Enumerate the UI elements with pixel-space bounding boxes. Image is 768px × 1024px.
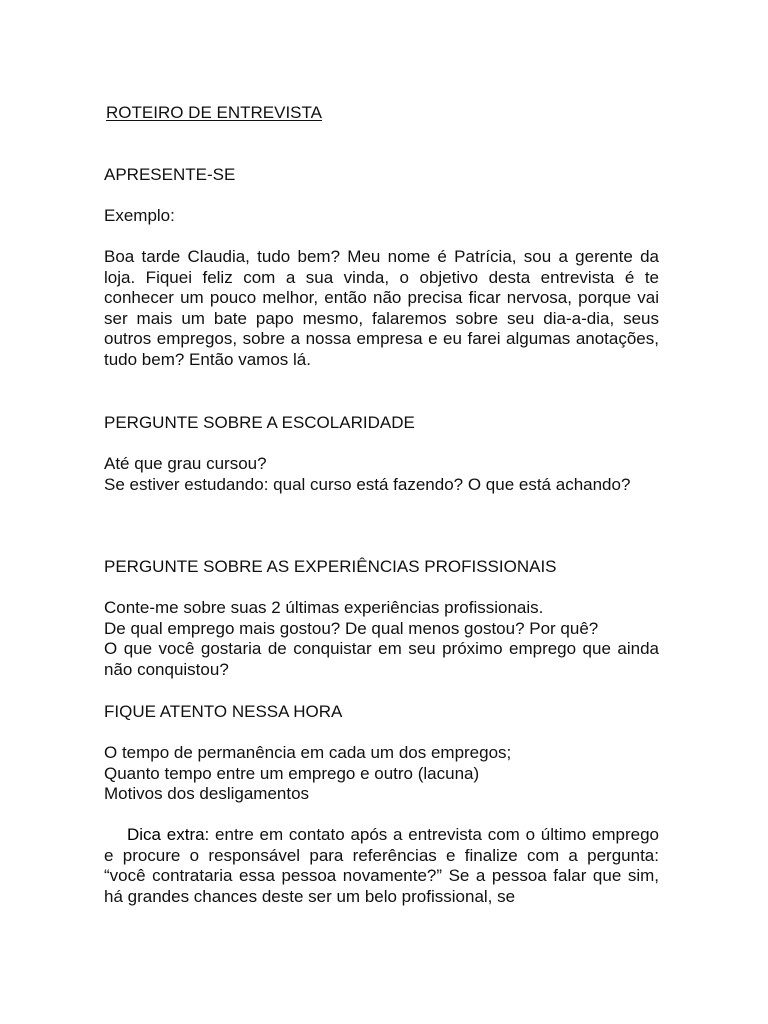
experience-question-3: O que você gostaria de conquistar em seu próximo emprego que ainda não conquistou? [104,639,659,679]
attention-item: Motivos dos desligamentos [104,784,310,803]
section-heading-education: PERGUNTE SOBRE A ESCOLARIDADE [104,413,415,432]
education-question-1: Até que grau cursou? [104,454,267,473]
tip-paragraph [104,825,659,907]
experience-question-2: De qual emprego mais gostou? De qual menos gostou? Por quê? [104,618,599,638]
intro-paragraph: Boa tarde Claudia, tudo bem? Meu nome é Patrícia, sou a gerente da loja. Fiquei feliz com a sua vinda, o objetivo desta entrevista é te conhecer um pouco melhor, então não precisa ficar nervosa, porque vai ser mais um bate papo mesmo, falaremos sobre seu dia-a-dia, seus outros empregos, sobre a nossa empresa e eu farei algumas anotações, tudo bem? Então vamos lá. [104,247,659,369]
tip-label: Dica extra: [127,825,210,844]
attention-item: O tempo de permanência em cada um dos empregos; [104,743,512,762]
tip-text: entre em contato após a entrevista com o último emprego e procure o responsável para referências e finalize com a pergunta: “você contrataria essa pessoa novamente?” Se a pessoa falar que sim, há grandes chances deste ser um belo profissional, se [104,825,659,906]
section-heading-intro: APRESENTE-SE [104,165,236,184]
section-heading-attention: FIQUE ATENTO NESSA HORA [104,702,343,721]
experience-question-1: Conte-me sobre suas 2 últimas experiências profissionais. [104,598,544,617]
attention-item: Quanto tempo entre um emprego e outro (lacuna) [104,763,480,783]
education-question-2: Se estiver estudando: qual curso está fazendo? O que está achando? [104,474,631,494]
document-title: ROTEIRO DE ENTREVISTA [106,103,322,122]
section-heading-experience: PERGUNTE SOBRE AS EXPERIÊNCIAS PROFISSIONAIS [104,557,557,576]
example-label: Exemplo: [104,206,175,225]
